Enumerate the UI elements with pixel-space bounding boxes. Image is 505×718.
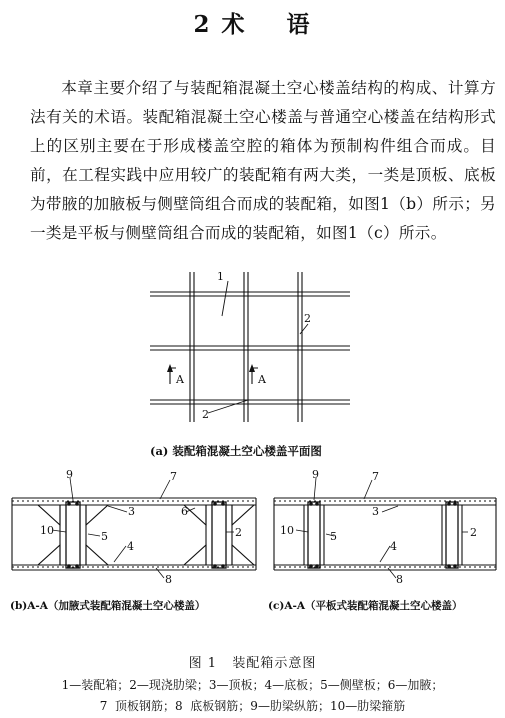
label-3: 3 <box>128 505 135 518</box>
rib-grid <box>150 272 350 422</box>
label-rib-bottom: 2 <box>202 408 209 421</box>
figure-title: 图 1 装配箱示意图 <box>188 656 317 671</box>
label-rib-right: 2 <box>304 312 311 325</box>
label-6: 6 <box>181 505 188 518</box>
section-b-diagram <box>10 470 258 590</box>
label-4: 4 <box>127 540 134 553</box>
section-heading: 2 术 语 <box>193 11 312 38</box>
plan-leaders <box>208 281 308 413</box>
label-4: 4 <box>390 540 397 553</box>
rib-cages <box>66 502 226 568</box>
section-c-diagram <box>272 470 498 590</box>
label-2: 2 <box>235 526 242 539</box>
label-3: 3 <box>372 505 379 518</box>
label-7: 7 <box>372 470 379 483</box>
label-9: 9 <box>66 470 73 481</box>
label-5: 5 <box>330 530 337 543</box>
label-8: 8 <box>165 573 172 586</box>
caption-section-b: (b)A-A（加腋式装配箱混凝土空心楼盖） <box>10 600 206 612</box>
label-7: 7 <box>170 470 177 483</box>
label-10: 10 <box>280 524 294 537</box>
figure-legend-line-2: 7 顶板钢筋；8 底板钢筋；9—肋梁纵筋；10—肋梁箍筋 <box>99 699 406 713</box>
plan-view-diagram <box>150 272 350 422</box>
label-2: 2 <box>470 526 477 539</box>
label-10: 10 <box>40 524 54 537</box>
label-section-a-left: A <box>176 373 184 386</box>
label-5: 5 <box>101 530 108 543</box>
caption-plan: (a) 装配箱混凝土空心楼盖平面图 <box>150 444 322 458</box>
caption-section-c: (c)A-A（平板式装配箱混凝土空心楼盖） <box>268 600 463 612</box>
label-9: 9 <box>312 470 319 481</box>
intro-paragraph: 本章主要介绍了与装配箱混凝土空心楼盖结构的构成、计算方法有关的术语。装配箱混凝土空心楼盖与普通空心楼盖在结构形式上的区别主要在于形成楼盖空腔的箱体为预制构件组合而成。目前，在工程实践中应用较广的装配箱有两大类，一类是顶板、底板为带腋的加腋板与侧壁筒组合而成的装配箱，如图1（b）所示；另一类是平板与侧壁筒组合而成的装配箱，如图1（c）所示。 <box>30 79 496 242</box>
label-8: 8 <box>396 573 403 586</box>
label-box: 1 <box>217 272 224 283</box>
figure-legend-line-1: 1—装配箱；2—现浇肋梁；3—顶板；4—底板；5—侧壁板；6—加腋； <box>61 678 444 692</box>
label-section-a-right: A <box>258 373 266 386</box>
